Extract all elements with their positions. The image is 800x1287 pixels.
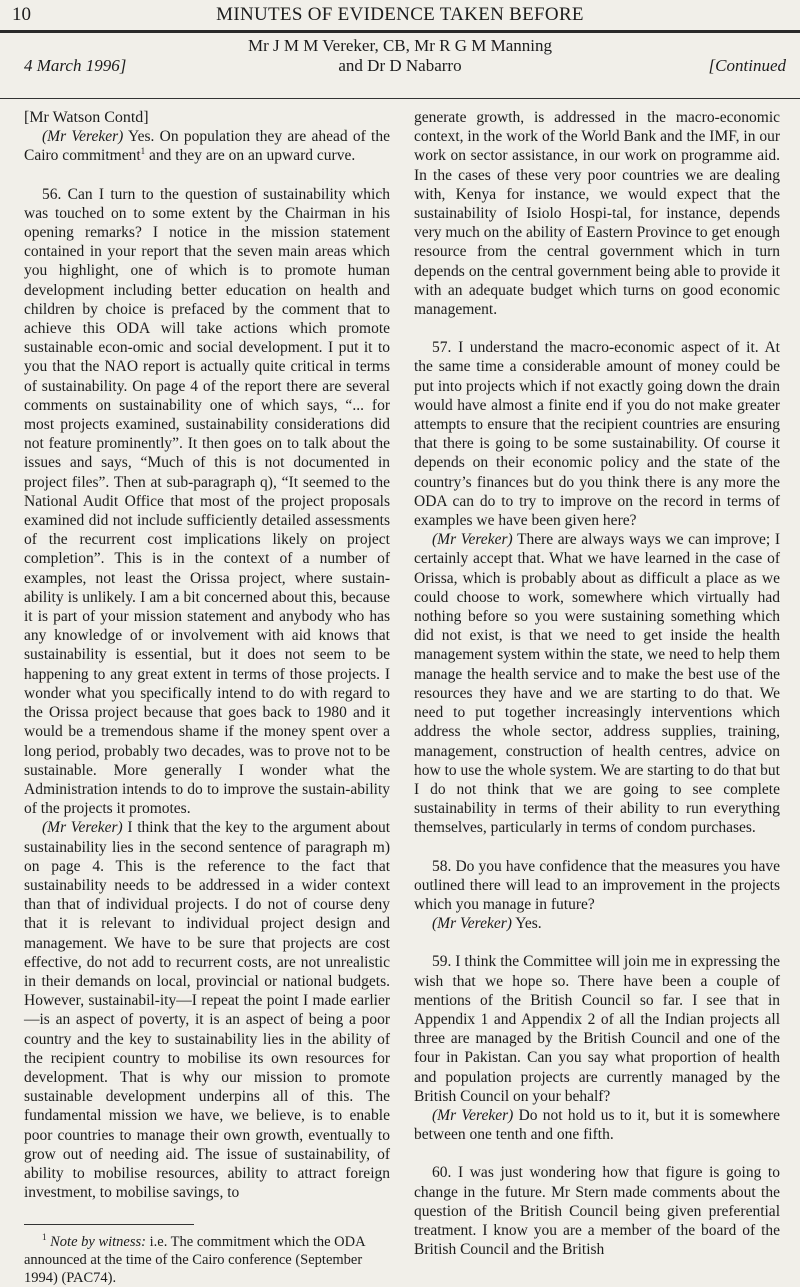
footnote-ref: 1 (140, 146, 146, 157)
speaker-label: (Mr Vereker) (432, 531, 513, 549)
question-paragraph: 60. I was just wondering how that figure is going to change in the future. Mr Stern made comments about the question of the British Council being given preferential treatment. I know you are a member of the board of the British Council and the British (414, 1164, 780, 1259)
answer-text: I think that the key to the argument about sustainability lies in the second sentence of paragraph m) on page 4. This is the reference to the fact that sustainability needs to be addressed in a wider context than that of individual projects. I do not of course deny that it is relevant to individual project design and management. We have to be sure that projects are cost effective, do not add to recurrent costs, are not unrealistic in their demands on local, provincial or national budgets. However, sustainabil-ity—I repeat the point I made earlier—is an aspect of poverty, it is an aspect of being a poor country and the key to sustainability lies in the ability of the recipient country to mobilise its own resources for development. That is why our mission to promote sustainable development underpins all of this. The fundamental mission we have, we believe, is to enable poor countries to manage their own growth, eventually to grow out of needing aid. The issue of sustainability, of ability to mobilise resources, ability to attract foreign investment, to mobilise savings, to (24, 819, 391, 1202)
answer-paragraph (24, 127, 390, 165)
continued-paragraph: generate growth, is addressed in the macro-economic context, in the work of the World Bank and the IMF, in our work on sector assistance, in our work on programme aid. In the cases of these very poor countries we are dealing with, Kenya for instance, we would expect that the sustainability of Isiolo Hospi-tal, for instance, depends very much on the ability of Eastern Province to get enough resource from the central government which in turn depends on the central government being able to provide it with an adequate budget which turns on good economic management. (414, 109, 780, 319)
footnote (24, 1233, 390, 1287)
answer-text: Do not hold us to it, but it is somewhere between one tenth and one fifth. (414, 1106, 780, 1144)
speaker-label: (Mr Vereker) (432, 915, 512, 933)
answer-text: Yes. On population they are ahead of the Cairo commitment (24, 128, 390, 165)
speaker-label: (Mr Vereker) (42, 128, 124, 146)
section-heading: [Mr Watson Contd] (24, 109, 149, 126)
footnote-rule (24, 1224, 194, 1225)
left-column (24, 108, 390, 1287)
hearing-date: 4 March 1996] (24, 56, 127, 75)
answer-text: There are always ways we can improve; I certainly accept that. What we have learned in the case of Orissa, which is probably about as difficult a place as we could choose to work, somewhere which virtually had nothing before so you were sustaining something which did not exist, is that we need to get inside the health management system within the state, we need to help them manage the health service and to make the best use of the resources they have and we are starting to do that. We need to put together increasingly interventions which address the whole sector, address supplies, training, management, construction of health centres, advice on how to use the whole system. We are starting to do that but I do not think that we are going to see complete sustainability in terms of their ability to run everything themselves, particularly in terms of condom purchases. (414, 531, 780, 837)
answer-text: Yes. (511, 915, 542, 933)
running-title: MINUTES OF EVIDENCE TAKEN BEFORE (216, 4, 584, 25)
question-paragraph: 56. Can I turn to the question of sustainability which was touched on to some extent by the Chairman in his opening remarks? I notice in the mission statement contained in your report that the seven main areas which you highlight, one of which is to promote human development including better education on health and children by choice is prefaced by the comment that to achieve this ODA will take actions which promote sustainable econ-omic and social development. I put it to you that the NAO report is actually quite critical in terms of sustainability. On page 4 of the report there are several comments on sustainability one of which says, “... for most projects examined, sustainability considerations did not feature prominently”. It then goes on to talk about the issues and says, “Much of this is not documented in project files”. Then at sub-paragraph q), “It seemed to the National Audit Office that most of the project proposals examined did not include sufficiently detailed assessments of the recurrent cost implications likely on project completion”. This is in the context of a number of examples, not least the Orissa project, where sustain-ability is unlikely. I am a bit concerned about this, because it is part of your mission statement and anybody who has any knowledge of or involvement with aid knows that sustainability is essential, but it does not seem to be happening to any great extent in terms of those projects. I wonder what you specifically intend to do with regard to the Orissa project because that goes back to 1980 and it would be a tremendous shame if the money spent over a long period, probably two decades, was to prove not to be sustainable. More generally I wonder what the Administration intends to do to improve the sustain-ability of the projects it promotes. (24, 185, 390, 818)
answer-paragraph (414, 914, 780, 933)
witness-header (0, 36, 800, 96)
running-head (0, 4, 800, 30)
header-rule (0, 98, 800, 99)
witness-names (230, 36, 570, 76)
answer-paragraph (414, 1106, 780, 1144)
question-paragraph: 58. Do you have confidence that the measures you have outlined there will lead to an improvement in the projects which you manage in future? (414, 857, 780, 913)
witness-line-1: Mr J M M Vereker, CB, Mr R G M Manning (247, 36, 553, 55)
top-rule (0, 30, 800, 33)
answer-text: and they are on an upward curve. (145, 147, 356, 165)
footnote-mark: 1 (42, 1232, 47, 1243)
speaker-label: (Mr Vereker) (432, 1106, 514, 1124)
answer-paragraph (24, 818, 390, 1202)
question-paragraph: 59. I think the Committee will join me in expressing the wish that we hope so. There have been a couple of mentions of the British Council so far. I see that in Appendix 1 and Appendix 2 of all the Indian projects all three are managed by the British Council and one of the four in Pakistan. Can you say what proportion of health and population projects are currently managed by the British Council on your behalf? (414, 953, 780, 1105)
page-number: 10 (12, 4, 31, 25)
footnote-text: i.e. The commitment which the ODA announced at the time of the Cairo conference (September 1994) (PAC74). (24, 1234, 365, 1287)
right-column (414, 108, 780, 1259)
question-paragraph: 57. I understand the macro-economic aspect of it. At the same time a considerable amount of money could be put into projects which if not exactly going down the drain would have almost a finite end if you do not make greater attempts to ensure that the recipient countries are ensuring that there is going to be some sustainability. Of course it depends on their economic policy and the state of the country’s finances but do you think there is any more the ODA can do to try to improve on the record in terms of examples we have been given here? (414, 339, 780, 530)
footnote-label: Note by witness: (46, 1234, 146, 1251)
answer-paragraph (414, 530, 780, 837)
witness-line-2: and Dr D Nabarro (338, 56, 462, 75)
speaker-label: (Mr Vereker) (42, 819, 123, 837)
continued-label: [Continued (708, 56, 786, 75)
